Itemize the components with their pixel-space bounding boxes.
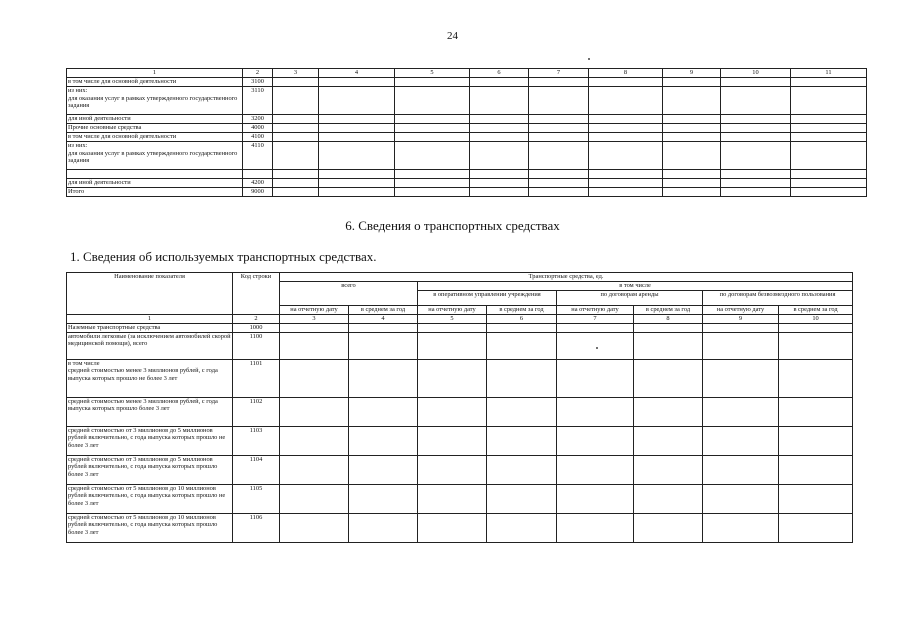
empty-cell <box>634 426 703 455</box>
row-name: в том числе средней стоимостью менее 3 миллионов рублей, с года выпуска которых прошло не более 3 лет <box>67 359 233 397</box>
empty-cell <box>779 323 853 332</box>
empty-cell <box>791 188 867 197</box>
column-number: 9 <box>663 69 721 78</box>
header-avg-year: в среднем за год <box>349 306 418 315</box>
column-number: 4 <box>349 315 418 324</box>
empty-cell <box>280 484 349 513</box>
empty-cell <box>319 87 395 115</box>
empty-cell <box>273 115 319 124</box>
empty-cell <box>721 124 791 133</box>
column-number: 3 <box>273 69 319 78</box>
row-code: 4000 <box>243 124 273 133</box>
row-code: 1101 <box>233 359 280 397</box>
empty-cell <box>349 426 418 455</box>
empty-cell <box>721 78 791 87</box>
header-operative: в оперативном управлении учреждения <box>418 291 557 306</box>
empty-cell <box>779 455 853 484</box>
empty-cell <box>487 426 557 455</box>
empty-cell <box>529 142 589 170</box>
header-avg-year: в среднем за год <box>634 306 703 315</box>
empty-cell <box>273 179 319 188</box>
empty-cell <box>663 179 721 188</box>
empty-cell <box>557 484 634 513</box>
empty-cell <box>418 513 487 542</box>
empty-cell <box>418 332 487 359</box>
empty-cell <box>589 170 663 179</box>
column-number: 9 <box>703 315 779 324</box>
empty-cell <box>470 188 529 197</box>
section-title: 6. Сведения о транспортных средствах <box>345 218 560 233</box>
column-number: 10 <box>779 315 853 324</box>
table-row <box>67 179 867 188</box>
row-name: автомобили легковые (за исключением автомобилей скорой медицинской помощи), всего <box>67 332 233 359</box>
empty-cell <box>418 397 487 426</box>
empty-cell <box>589 87 663 115</box>
empty-cell <box>779 484 853 513</box>
header-code: Код строки <box>233 273 280 315</box>
empty-cell <box>273 170 319 179</box>
column-number: 1 <box>67 315 233 324</box>
empty-cell <box>721 115 791 124</box>
empty-cell <box>349 455 418 484</box>
empty-cell <box>589 115 663 124</box>
row-code: 9000 <box>243 188 273 197</box>
header-transport: Транспортные средства, ед. <box>280 273 853 282</box>
column-number: 5 <box>395 69 470 78</box>
empty-cell <box>634 332 703 359</box>
empty-cell <box>663 78 721 87</box>
empty-cell <box>349 323 418 332</box>
row-name: средней стоимостью от 3 миллионов до 5 миллионов рублей включительно, с года выпуска которых прошло не более 3 лет <box>67 426 233 455</box>
empty-cell <box>703 426 779 455</box>
empty-cell <box>470 179 529 188</box>
table-row <box>67 426 853 455</box>
empty-cell <box>395 87 470 115</box>
empty-cell <box>319 133 395 142</box>
empty-cell <box>557 332 634 359</box>
empty-cell <box>395 188 470 197</box>
row-name: в том числе для основной деятельности <box>67 133 243 142</box>
empty-cell <box>703 323 779 332</box>
table-row <box>67 359 853 397</box>
empty-cell <box>487 323 557 332</box>
empty-cell <box>418 484 487 513</box>
empty-cell <box>779 426 853 455</box>
empty-cell <box>487 332 557 359</box>
empty-cell <box>703 397 779 426</box>
empty-cell <box>529 124 589 133</box>
empty-cell <box>634 323 703 332</box>
empty-cell <box>589 124 663 133</box>
row-name: Наземные транспортные средства <box>67 323 233 332</box>
row-name: средней стоимостью от 5 миллионов до 10 миллионов рублей включительно, с года выпуска которых прошло не более 3 лет <box>67 484 233 513</box>
column-number: 1 <box>67 69 243 78</box>
table-row <box>67 124 867 133</box>
empty-cell <box>557 455 634 484</box>
empty-cell <box>319 188 395 197</box>
empty-cell <box>470 87 529 115</box>
row-name: из них: для оказания услуг в рамках утвержденного государственного задания <box>67 142 243 170</box>
empty-cell <box>557 426 634 455</box>
empty-cell <box>634 513 703 542</box>
empty-cell <box>663 115 721 124</box>
column-number: 11 <box>791 69 867 78</box>
empty-cell <box>721 170 791 179</box>
empty-cell <box>319 170 395 179</box>
table-row <box>67 87 867 115</box>
empty-cell <box>634 397 703 426</box>
table-row <box>67 455 853 484</box>
empty-cell <box>487 484 557 513</box>
empty-cell <box>319 124 395 133</box>
subsection-title: 1. Сведения об используемых транспортных средствах. <box>70 249 377 264</box>
row-code: 1104 <box>233 455 280 484</box>
empty-cell <box>721 179 791 188</box>
table-row <box>67 332 853 359</box>
empty-cell <box>280 323 349 332</box>
table-row <box>67 323 853 332</box>
empty-cell <box>529 170 589 179</box>
header-on-date: на отчетную дату <box>557 306 634 315</box>
empty-cell <box>589 188 663 197</box>
empty-cell <box>589 133 663 142</box>
empty-cell <box>470 78 529 87</box>
empty-cell <box>663 170 721 179</box>
empty-cell <box>487 359 557 397</box>
empty-cell <box>663 188 721 197</box>
empty-cell <box>470 170 529 179</box>
empty-cell <box>349 397 418 426</box>
empty-cell <box>791 179 867 188</box>
row-code: 1100 <box>233 332 280 359</box>
empty-cell <box>663 133 721 142</box>
empty-cell <box>779 513 853 542</box>
empty-cell <box>557 359 634 397</box>
empty-cell <box>529 133 589 142</box>
fixed-assets-table <box>66 68 867 197</box>
table-row <box>67 133 867 142</box>
empty-cell <box>280 513 349 542</box>
table-row <box>67 397 853 426</box>
empty-cell <box>487 513 557 542</box>
column-number: 5 <box>418 315 487 324</box>
header-gratis: по договорам безвозмездного пользования <box>703 291 853 306</box>
row-code: 4200 <box>243 179 273 188</box>
table-row <box>67 78 867 87</box>
row-code: 4100 <box>243 133 273 142</box>
row-code: 3110 <box>243 87 273 115</box>
empty-cell <box>470 115 529 124</box>
empty-cell <box>273 124 319 133</box>
row-code: 1105 <box>233 484 280 513</box>
empty-cell <box>395 170 470 179</box>
empty-cell <box>395 142 470 170</box>
header-on-date: на отчетную дату <box>418 306 487 315</box>
empty-cell <box>557 323 634 332</box>
empty-cell <box>280 332 349 359</box>
empty-cell <box>470 133 529 142</box>
header-total: всего <box>280 282 418 306</box>
empty-cell <box>791 87 867 115</box>
empty-cell <box>273 78 319 87</box>
empty-cell <box>349 513 418 542</box>
empty-cell <box>280 426 349 455</box>
column-number: 8 <box>634 315 703 324</box>
row-name: Прочие основные средства <box>67 124 243 133</box>
empty-cell <box>395 78 470 87</box>
row-name: в том числе для основной деятельности <box>67 78 243 87</box>
empty-cell <box>280 397 349 426</box>
scan-speck <box>588 58 590 60</box>
empty-cell <box>703 513 779 542</box>
column-number: 2 <box>243 69 273 78</box>
empty-cell <box>721 142 791 170</box>
empty-cell <box>721 188 791 197</box>
empty-cell <box>703 332 779 359</box>
row-name: из них: для оказания услуг в рамках утвержденного государственного задания <box>67 87 243 115</box>
empty-cell <box>634 359 703 397</box>
table-row <box>67 188 867 197</box>
empty-cell <box>487 397 557 426</box>
empty-cell <box>529 188 589 197</box>
empty-cell <box>349 484 418 513</box>
empty-cell <box>791 170 867 179</box>
column-number: 2 <box>233 315 280 324</box>
header-avg-year: в среднем за год <box>487 306 557 315</box>
table-row <box>67 170 867 179</box>
empty-cell <box>557 397 634 426</box>
empty-cell <box>319 78 395 87</box>
empty-cell <box>395 124 470 133</box>
row-code: 3200 <box>243 115 273 124</box>
header-name: Наименование показателя <box>67 273 233 315</box>
transport-table <box>66 272 853 543</box>
empty-cell <box>319 179 395 188</box>
scan-speck <box>596 347 598 349</box>
empty-cell <box>487 455 557 484</box>
empty-cell <box>273 188 319 197</box>
empty-cell <box>418 455 487 484</box>
row-name: средней стоимостью менее 3 миллионов рублей, с года выпуска которых прошло более 3 лет <box>67 397 233 426</box>
column-number: 6 <box>470 69 529 78</box>
empty-cell <box>779 359 853 397</box>
table-row <box>67 513 853 542</box>
empty-cell <box>349 359 418 397</box>
column-number: 6 <box>487 315 557 324</box>
column-number: 8 <box>589 69 663 78</box>
header-avg-year: в среднем за год <box>779 306 853 315</box>
empty-cell <box>721 87 791 115</box>
row-code: 4110 <box>243 142 273 170</box>
empty-cell <box>634 484 703 513</box>
empty-cell <box>418 426 487 455</box>
empty-cell <box>319 115 395 124</box>
row-name: средней стоимостью от 5 миллионов до 10 миллионов рублей включительно, с года выпуска которых прошло более 3 лет <box>67 513 233 542</box>
empty-cell <box>779 397 853 426</box>
empty-cell <box>791 124 867 133</box>
empty-cell <box>663 142 721 170</box>
empty-cell <box>721 133 791 142</box>
empty-cell <box>395 115 470 124</box>
empty-cell <box>280 455 349 484</box>
table-row <box>67 484 853 513</box>
row-code: 3100 <box>243 78 273 87</box>
page-number: 24 <box>447 30 458 42</box>
empty-cell <box>589 179 663 188</box>
empty-cell <box>273 87 319 115</box>
empty-cell <box>395 133 470 142</box>
header-on-date: на отчетную дату <box>703 306 779 315</box>
empty-cell <box>663 124 721 133</box>
empty-cell <box>791 115 867 124</box>
empty-cell <box>319 142 395 170</box>
empty-cell <box>791 78 867 87</box>
empty-cell <box>791 142 867 170</box>
row-name: для иной деятельности <box>67 115 243 124</box>
table-row <box>67 115 867 124</box>
column-number: 7 <box>557 315 634 324</box>
empty-cell <box>529 115 589 124</box>
empty-cell <box>589 78 663 87</box>
header-rent: по договорам аренды <box>557 291 703 306</box>
empty-cell <box>418 359 487 397</box>
row-name <box>67 170 243 179</box>
column-number: 10 <box>721 69 791 78</box>
empty-cell <box>663 87 721 115</box>
table-row <box>67 142 867 170</box>
empty-cell <box>529 179 589 188</box>
row-code: 1000 <box>233 323 280 332</box>
column-number: 3 <box>280 315 349 324</box>
empty-cell <box>529 87 589 115</box>
empty-cell <box>395 179 470 188</box>
empty-cell <box>589 142 663 170</box>
row-name: Итого <box>67 188 243 197</box>
empty-cell <box>634 455 703 484</box>
header-on-date: на отчетную дату <box>280 306 349 315</box>
empty-cell <box>703 359 779 397</box>
empty-cell <box>280 359 349 397</box>
row-name: для иной деятельности <box>67 179 243 188</box>
empty-cell <box>470 124 529 133</box>
empty-cell <box>703 484 779 513</box>
column-number: 7 <box>529 69 589 78</box>
empty-cell <box>557 513 634 542</box>
row-code: 1103 <box>233 426 280 455</box>
empty-cell <box>529 78 589 87</box>
header-including: в том числе <box>418 282 853 291</box>
empty-cell <box>791 133 867 142</box>
row-code: 1106 <box>233 513 280 542</box>
empty-cell <box>470 142 529 170</box>
row-code: 1102 <box>233 397 280 426</box>
empty-cell <box>273 133 319 142</box>
empty-cell <box>703 455 779 484</box>
row-code <box>243 170 273 179</box>
empty-cell <box>418 323 487 332</box>
empty-cell <box>779 332 853 359</box>
row-name: средней стоимостью от 3 миллионов до 5 миллионов рублей включительно, с года выпуска которых прошло более 3 лет <box>67 455 233 484</box>
column-number: 4 <box>319 69 395 78</box>
empty-cell <box>273 142 319 170</box>
empty-cell <box>349 332 418 359</box>
